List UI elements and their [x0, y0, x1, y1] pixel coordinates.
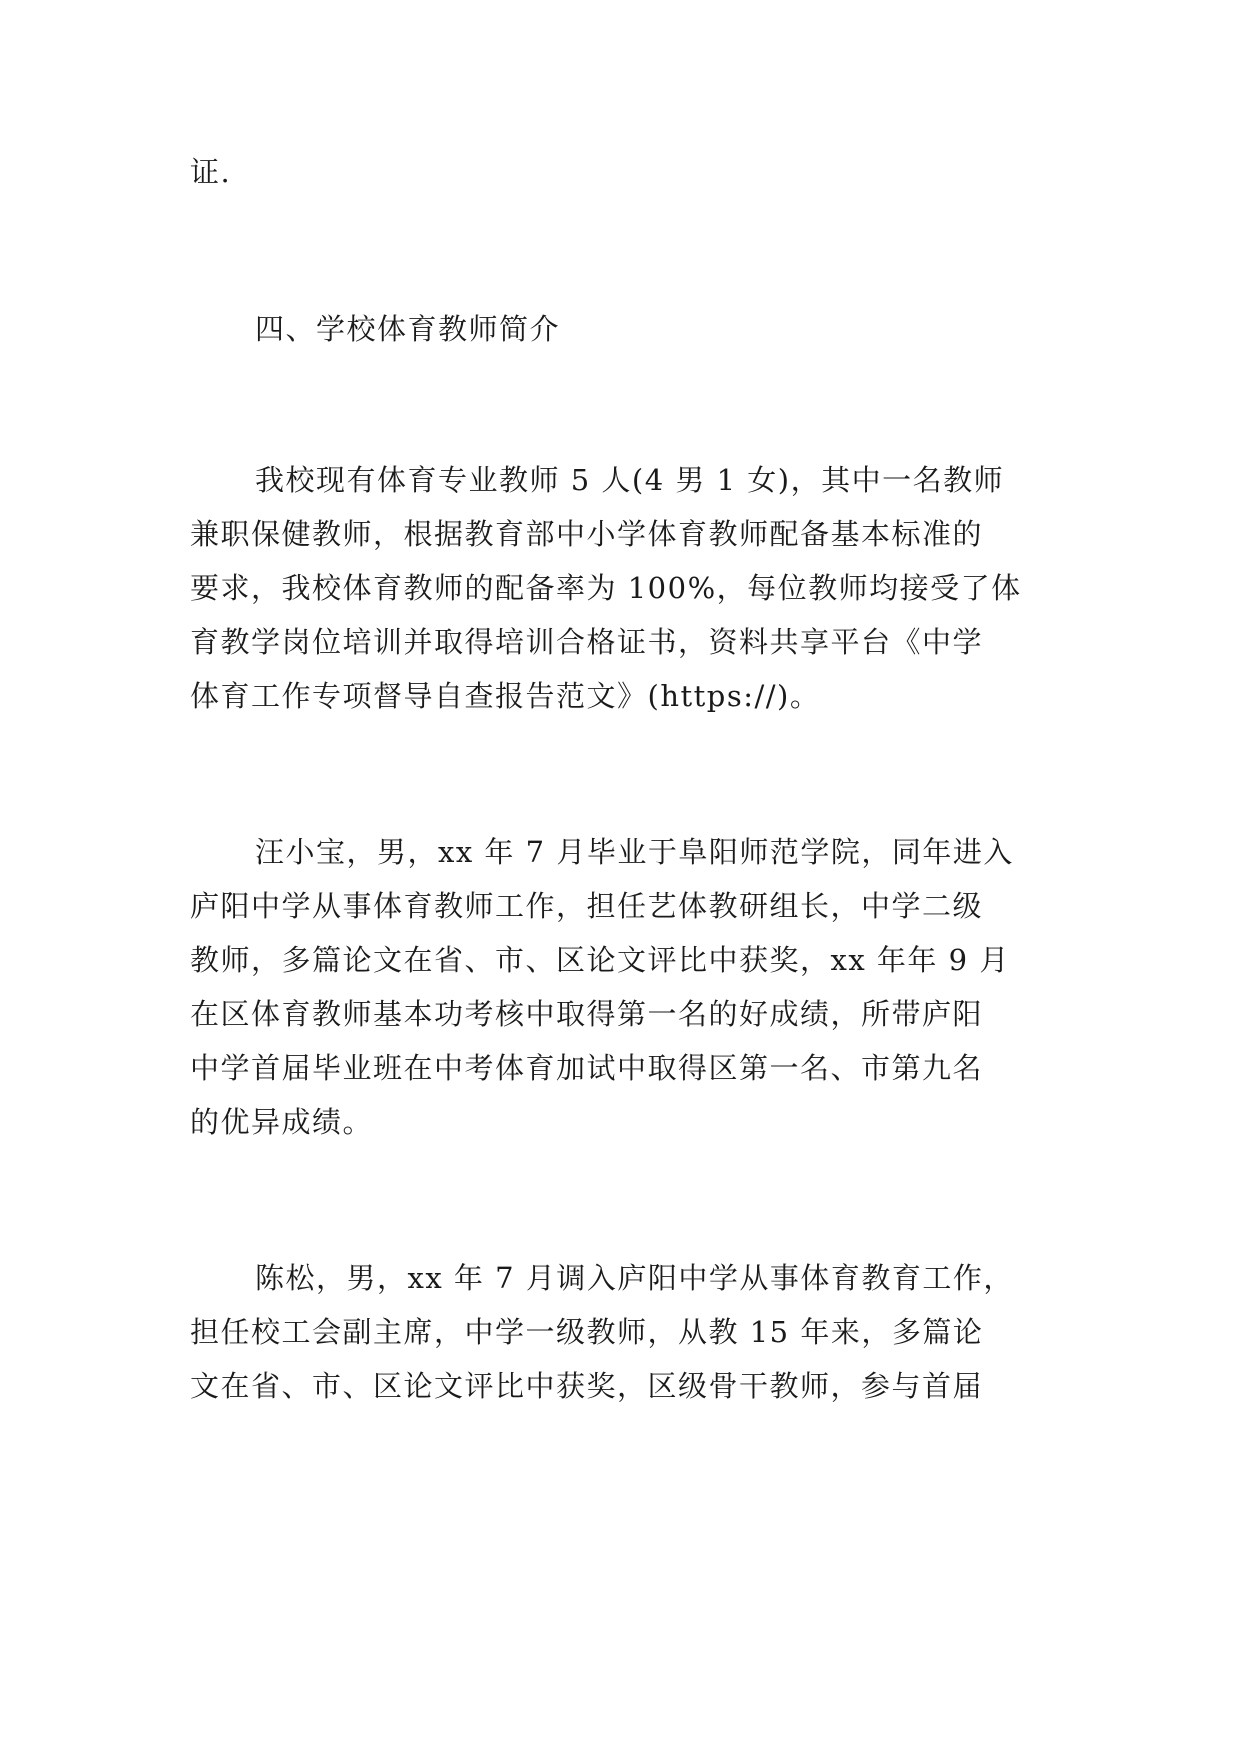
paragraph-line: 庐阳中学从事体育教师工作，担任艺体教研组长，中学二级: [190, 889, 984, 923]
continuation-text: 证.: [190, 155, 232, 189]
paragraph-line: 的优异成绩。: [190, 1105, 374, 1139]
paragraph-line: 文在省、市、区论文评比中获奖，区级骨干教师，参与首届: [190, 1369, 984, 1403]
section-heading: 四、学校体育教师简介: [255, 312, 561, 346]
paragraph-line: 教师，多篇论文在省、市、区论文评比中获奖，xx 年年 9 月: [190, 943, 1010, 977]
paragraph-line: 体育工作专项督导自查报告范文》(https://)。: [190, 679, 821, 713]
paragraph-line: 汪小宝，男，xx 年 7 月毕业于阜阳师范学院，同年进入: [255, 835, 1014, 869]
paragraph-line: 我校现有体育专业教师 5 人(4 男 1 女)，其中一名教师: [255, 463, 1005, 497]
paragraph-line: 兼职保健教师，根据教育部中小学体育教师配备基本标准的: [190, 517, 984, 551]
paragraph-line: 要求，我校体育教师的配备率为 100%，每位教师均接受了体: [190, 571, 1022, 605]
paragraph-line: 担任校工会副主席，中学一级教师，从教 15 年来，多篇论: [190, 1315, 984, 1349]
paragraph-line: 中学首届毕业班在中考体育加试中取得区第一名、市第九名: [190, 1051, 984, 1085]
paragraph-line: 在区体育教师基本功考核中取得第一名的好成绩，所带庐阳: [190, 997, 984, 1031]
paragraph-line: 陈松，男，xx 年 7 月调入庐阳中学从事体育教育工作，: [255, 1261, 1014, 1295]
paragraph-line: 育教学岗位培训并取得培训合格证书，资料共享平台《中学: [190, 625, 984, 659]
